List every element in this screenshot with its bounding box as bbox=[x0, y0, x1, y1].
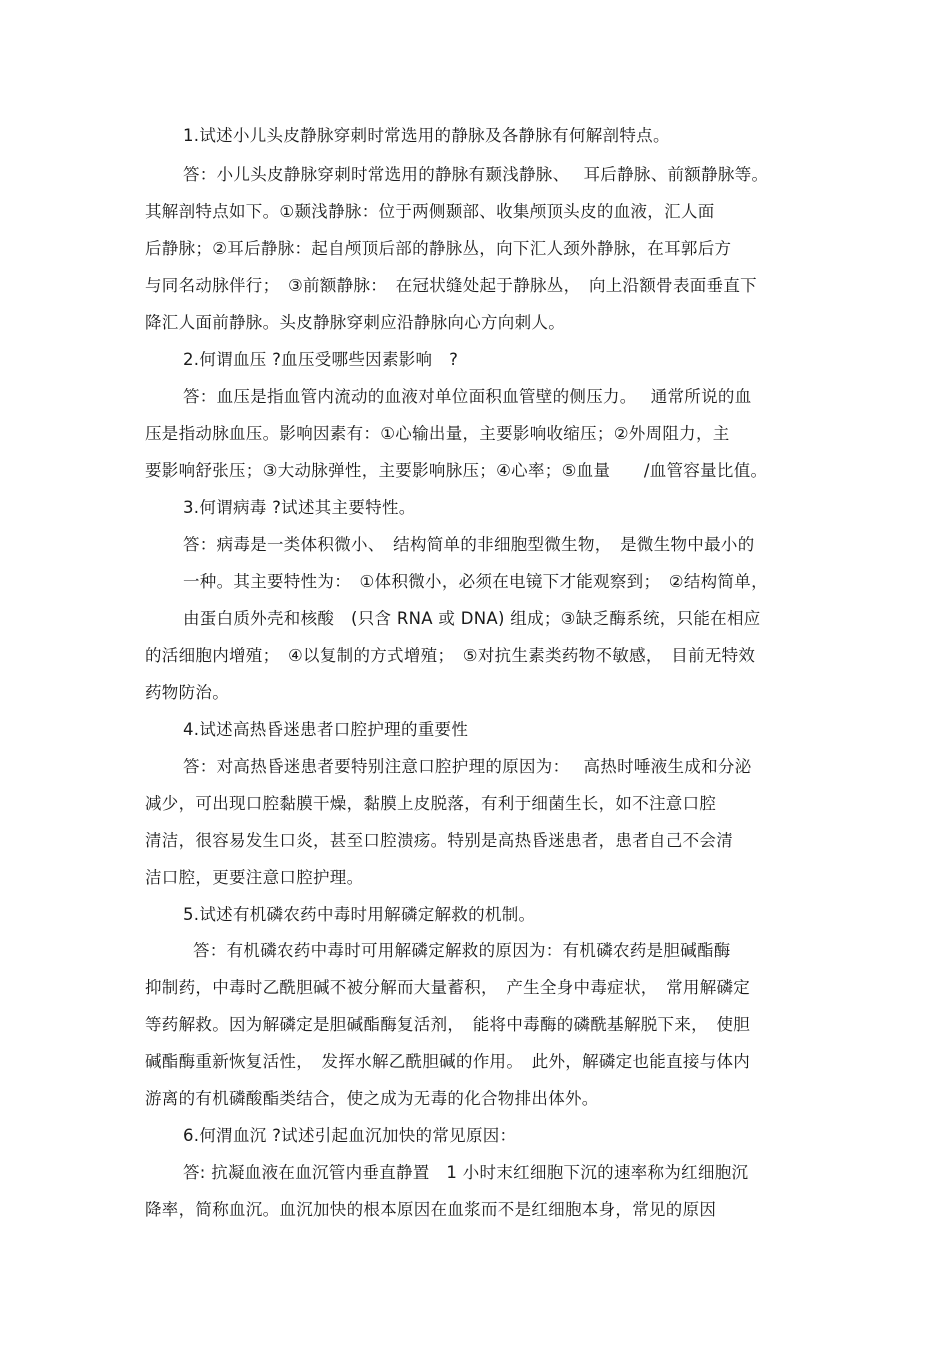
answer-1-line-4: 与同名动脉伴行； ③前额静脉： 在冠状缝处起于静脉丛， 向上沿额骨表面垂直下 bbox=[145, 276, 757, 295]
answer-5-line-2: 抑制药，中毒时乙酰胆碱不被分解而大量蓄积， 产生全身中毒症状， 常用解磷定 bbox=[145, 978, 751, 997]
answer-1-line-2: 其解剖特点如下。①颞浅静脉：位于两侧颞部、收集颅顶头皮的血液，汇人面 bbox=[145, 202, 715, 221]
answer-1-line-1: 答：小儿头皮静脉穿刺时常选用的静脉有颞浅静脉、 耳后静脉、前额静脉等。 bbox=[183, 165, 769, 184]
answer-4-line-3: 清洁，很容易发生口炎，甚至口腔溃疡。特别是高热昏迷患者，患者自己不会清 bbox=[145, 831, 733, 850]
answer-3-line-3: 由蛋白质外壳和核酸 (只含 RNA 或 DNA) 组成；③缺乏酶系统，只能在相应 bbox=[183, 609, 761, 628]
answer-5-line-5: 游离的有机磷酸酯类结合，使之成为无毒的化合物排出体外。 bbox=[145, 1089, 599, 1108]
answer-6-line-1: 答: 抗凝血液在血沉管内垂直静置 1 小时末红细胞下沉的速率称为红细胞沉 bbox=[183, 1163, 749, 1182]
answer-5-line-4: 碱酯酶重新恢复活性， 发挥水解乙酰胆碱的作用。 此外，解磷定也能直接与体内 bbox=[145, 1052, 751, 1071]
answer-3-line-4: 的活细胞内增殖； ④以复制的方式增殖； ⑤对抗生素类药物不敏感， 目前无特效 bbox=[145, 646, 756, 665]
answer-3-line-5: 药物防治。 bbox=[145, 683, 229, 702]
answer-4-line-4: 洁口腔，更要注意口腔护理。 bbox=[145, 868, 364, 887]
answer-6-line-2: 降率，简称血沉。血沉加快的根本原因在血浆而不是红细胞本身，常见的原因 bbox=[145, 1200, 717, 1219]
answer-3-line-1: 答：病毒是一类体积微小、 结构简单的非细胞型微生物， 是微生物中最小的 bbox=[183, 535, 755, 554]
question-3-title: 3.何谓病毒 ?试述其主要特性。 bbox=[183, 498, 416, 517]
question-6-title: 6.何渭血沉 ?试述引起血沉加快的常见原因： bbox=[183, 1126, 517, 1145]
answer-2-line-1: 答：血压是指血管内流动的血液对单位面积血管壁的侧压力。 通常所说的血 bbox=[183, 387, 752, 406]
question-2-title: 2.何谓血压 ?血压受哪些因素影响 ? bbox=[183, 350, 459, 369]
question-1-title: 1.试述小儿头皮静脉穿刺时常选用的静脉及各静脉有何解剖特点。 bbox=[183, 126, 670, 145]
answer-5-line-3: 等药解救。因为解磷定是胆碱酯酶复活剂， 能将中毒酶的磷酰基解脱下来， 使胆 bbox=[145, 1015, 751, 1034]
answer-2-line-3: 要影响舒张压；③大动脉弹性，主要影响脉压；④心率；⑤血量 /血管容量比值。 bbox=[145, 461, 768, 480]
question-4-title: 4.试述高热昏迷患者口腔护理的重要性 bbox=[183, 720, 469, 739]
answer-4-line-2: 减少，可出现口腔黏膜干燥，黏膜上皮脱落，有利于细菌生长，如不注意口腔 bbox=[145, 794, 717, 813]
question-5-title: 5.试述有机磷农药中毒时用解磷定解救的机制。 bbox=[183, 905, 536, 924]
answer-1-line-3: 后静脉；②耳后静脉：起自颅顶后部的静脉丛，向下汇人颈外静脉，在耳郭后方 bbox=[145, 239, 732, 258]
answer-5-line-1: 答：有机磷农药中毒时可用解磷定解救的原因为：有机磷农药是胆碱酯酶 bbox=[193, 941, 731, 960]
answer-1-line-5: 降汇人面前静脉。头皮静脉穿刺应沿静脉向心方向刺人。 bbox=[145, 313, 565, 332]
answer-4-line-1: 答：对高热昏迷患者要特别注意口腔护理的原因为： 高热时唾液生成和分泌 bbox=[183, 757, 752, 776]
answer-2-line-2: 压是指动脉血压。影响因素有：①心输出量，主要影响收缩压；②外周阻力，主 bbox=[145, 424, 730, 443]
answer-3-line-2: 一种。其主要特性为： ①体积微小，必须在电镜下才能观察到； ②结构简单， bbox=[183, 572, 768, 591]
